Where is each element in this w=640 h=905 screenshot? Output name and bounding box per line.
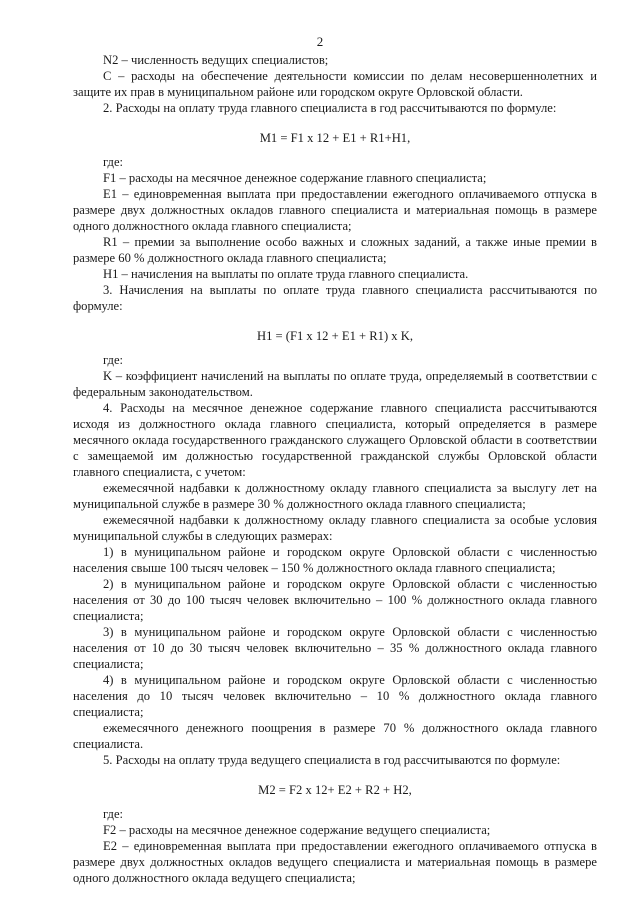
paragraph: E1 – единовременная выплата при предоставлении ежегодного оплачиваемого отпуска в размере двух должностных окладов главного специалиста и материальная помощь в размере одного должностного оклада главного специалиста;	[73, 187, 597, 233]
paragraph: 5. Расходы на оплату труда ведущего специалиста в год рассчитываются по формуле:	[103, 753, 561, 767]
paragraph: R1 – премии за выполнение особо важных и сложных заданий, а также иные премии в размере 60 % должностного оклада главного специалиста;	[73, 235, 597, 265]
paragraph: 4) в муниципальном районе и городском округе Орловской области с численностью населения до 10 тысяч человек включительно – 10 % должностного оклада главного специалиста;	[73, 673, 597, 719]
page-number: 2	[316, 34, 324, 49]
formula-m2: M2 = F2 x 12+ E2 + R2 + H2,	[258, 783, 412, 797]
paragraph: 1) в муниципальном районе и городском округе Орловской области с численностью населения свыше 100 тысяч человек – 150 % должностного оклада главного специалиста;	[73, 545, 597, 575]
formula-m1: M1 = F1 x 12 + E1 + R1+H1,	[259, 131, 411, 145]
paragraph: С – расходы на обеспечение деятельности комиссии по делам несовершеннолетних и защите их прав в муниципальном районе или городском округе Орловской области.	[73, 69, 597, 99]
paragraph: K – коэффициент начислений на выплаты по оплате труда, определяемый в соответствии с федеральным законодательством.	[73, 369, 597, 399]
paragraph: 3) в муниципальном районе и городском округе Орловской области с численностью населения от 10 до 30 тысяч человек включительно – 35 % должностного оклада главного специалиста;	[73, 625, 597, 671]
paragraph: F2 – расходы на месячное денежное содержание ведущего специалиста;	[103, 823, 491, 837]
paragraph: N2 – численность ведущих специалистов;	[103, 53, 329, 67]
paragraph: ежемесячной надбавки к должностному окладу главного специалиста за выслугу лет на муниципальной службе в размере 30 % должностного оклада главного специалиста;	[73, 481, 597, 511]
paragraph: 4. Расходы на месячное денежное содержание главного специалиста рассчитываются исходя из должностного оклада главного специалиста, который определяется в размере месячного оклада государственного гражданского служащего Орловской области в соответствии с замещаемой им должностью государственной гражданской службы Орловской области главного специалиста, с учетом:	[73, 401, 597, 479]
formula-h1: H1 = (F1 x 12 + E1 + R1) x K,	[257, 329, 413, 343]
where-label: где:	[103, 353, 124, 367]
where-label: где:	[103, 155, 124, 169]
document-body	[73, 52, 597, 886]
paragraph: ежемесячной надбавки к должностному окладу главного специалиста за особые условия муниципальной службы в следующих размерах:	[73, 513, 597, 543]
paragraph: ежемесячного денежного поощрения в размере 70 % должностного оклада главного специалиста.	[73, 721, 597, 751]
paragraph: 2. Расходы на оплату труда главного специалиста в год рассчитываются по формуле:	[103, 101, 557, 115]
paragraph: 2) в муниципальном районе и городском округе Орловской области с численностью населения от 30 до 100 тысяч человек включительно – 100 % должностного оклада главного специалиста;	[73, 577, 597, 623]
where-label: где:	[103, 807, 124, 821]
paragraph: F1 – расходы на месячное денежное содержание главного специалиста;	[103, 171, 487, 185]
paragraph: H1 – начисления на выплаты по оплате труда главного специалиста.	[103, 267, 469, 281]
paragraph: E2 – единовременная выплата при предоставлении ежегодного оплачиваемого отпуска в размере двух должностных окладов ведущего специалиста и материальная помощь в размере одного должностного оклада ведущего специалиста;	[73, 839, 597, 885]
paragraph: 3. Начисления на выплаты по оплате труда главного специалиста рассчитываются по формуле:	[73, 283, 597, 313]
